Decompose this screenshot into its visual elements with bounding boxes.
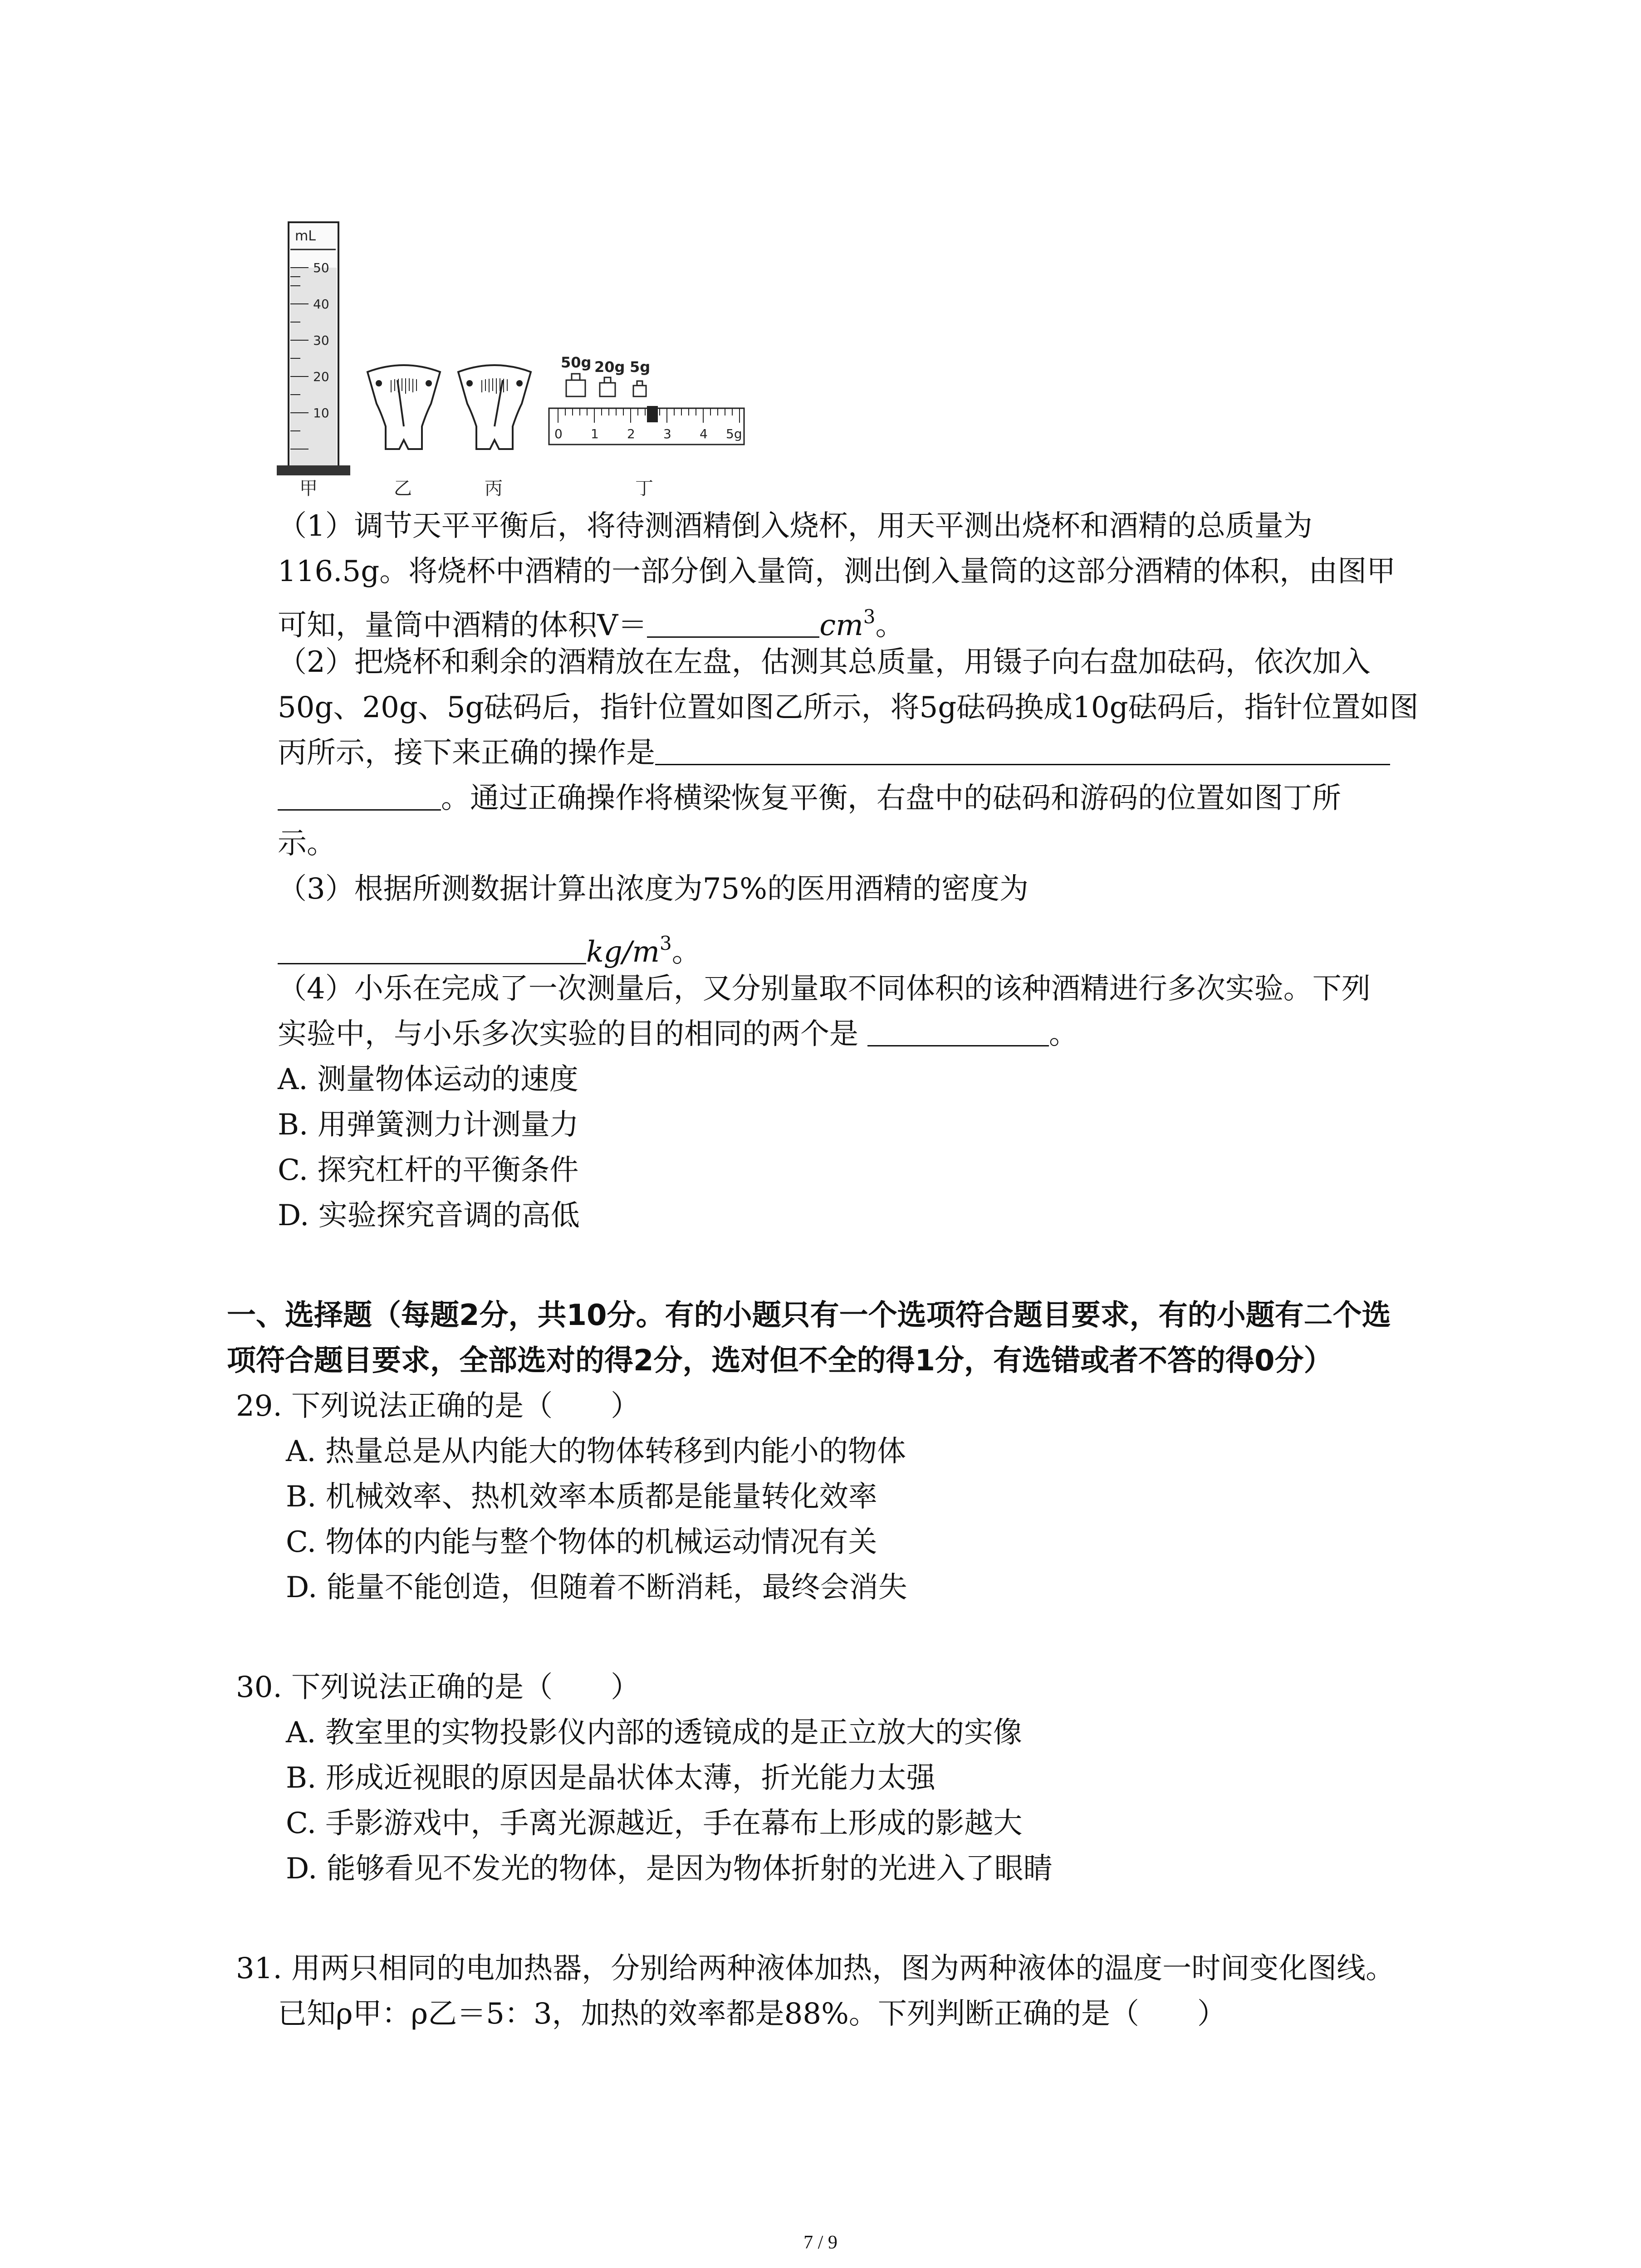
- q4-option-b: B. 用弹簧测力计测量力: [278, 1108, 579, 1142]
- weight-label: 50g: [561, 354, 592, 371]
- q2-operation-prefix: 丙所示，接下来正确的操作是: [278, 736, 655, 770]
- q2-line-1: （2）把烧杯和剩余的酒精放在左盘，估测其总质量，用镊子向右盘加砝码，依次加入: [278, 645, 1371, 679]
- weight-label: 5g: [630, 358, 651, 376]
- q4-purpose-answer-blank[interactable]: [867, 1016, 1049, 1046]
- q3-line-2: [278, 925, 701, 970]
- q29-stem: 29. 下列说法正确的是（ ）: [236, 1389, 640, 1423]
- q30-option-c[interactable]: C. 手影游戏中，手离光源越近，手在幕布上形成的影越大: [286, 1807, 1023, 1840]
- q1-volume-answer-blank[interactable]: [647, 607, 819, 638]
- q3-density-answer-blank[interactable]: [278, 934, 586, 964]
- q3-line-2-end: 。: [671, 935, 701, 969]
- q4-line-1: （4）小乐在完成了一次测量后，又分别量取不同体积的该种酒精进行多次实验。下列: [278, 972, 1371, 1006]
- graduated-cylinder: [277, 222, 350, 475]
- rider-tick: 2: [627, 426, 635, 441]
- q1-line-3-end: 。: [875, 609, 905, 642]
- balance-dial-bing: [458, 365, 531, 449]
- rider-tick: 4: [700, 426, 708, 441]
- q2-line-4: [278, 780, 1341, 816]
- q2-line-2: 50g、20g、5g砝码后，指针位置如图乙所示，将5g砝码换成10g砝码后，指针位置如图: [278, 691, 1419, 724]
- q4-purpose-prefix: 实验中，与小乐多次实验的目的相同的两个是: [278, 1017, 858, 1051]
- rider-tick: 0: [554, 426, 563, 441]
- q1-volume-unit: cm: [819, 609, 863, 642]
- caption-yi: 乙: [394, 478, 412, 499]
- rider-tick: 1: [591, 426, 599, 441]
- q30-option-b[interactable]: B. 形成近视眼的原因是晶状体太薄，折光能力太强: [286, 1761, 936, 1795]
- q1-line-3: [278, 599, 904, 644]
- experiment-figure: [272, 213, 862, 503]
- cylinder-tick: 30: [313, 333, 329, 348]
- page-number: 7 / 9: [803, 2232, 838, 2253]
- q2-line-5: 示。: [278, 827, 336, 860]
- q2-operation-answer-blank-cont[interactable]: [278, 780, 441, 811]
- q29-option-b[interactable]: B. 机械效率、热机效率本质都是能量转化效率: [286, 1480, 877, 1514]
- q29-option-a[interactable]: A. 热量总是从内能大的物体转移到内能小的物体: [286, 1435, 906, 1468]
- weight-label: 20g: [594, 358, 625, 376]
- q2-line-3: [278, 735, 1390, 771]
- q31-line-2: 已知ρ甲：ρ乙＝5：3，加热的效率都是88%。下列判断正确的是（ ）: [278, 1997, 1226, 2031]
- q30-stem: 30. 下列说法正确的是（ ）: [236, 1671, 640, 1704]
- rider-tick: 3: [663, 426, 671, 441]
- q4-line-2-end: 。: [1049, 1017, 1078, 1051]
- q4-option-d: D. 实验探究音调的高低: [278, 1199, 580, 1232]
- q30-option-d[interactable]: D. 能够看见不发光的物体，是因为物体折射的光进入了眼睛: [286, 1852, 1053, 1886]
- q31-line-1: 31. 用两只相同的电加热器，分别给两种液体加热，图为两种液体的温度一时间变化图线。: [236, 1952, 1395, 1985]
- q4-line-2: [278, 1016, 1078, 1052]
- q30-option-a[interactable]: A. 教室里的实物投影仪内部的透镜成的是正立放大的实像: [286, 1716, 1022, 1750]
- q4-option-c: C. 探究杠杆的平衡条件: [278, 1154, 579, 1187]
- q1-line-2: 116.5g。将烧杯中酒精的一部分倒入量筒，测出倒入量筒的这部分酒精的体积，由图甲: [278, 555, 1396, 588]
- cylinder-unit: mL: [295, 228, 316, 244]
- q1-volume-prefix: 可知，量筒中酒精的体积V＝: [278, 609, 647, 642]
- q2-line-4-text: 。通过正确操作将横梁恢复平衡，右盘中的砝码和游码的位置如图丁所: [441, 782, 1341, 815]
- section-heading-line-2: 项符合题目要求，全部选对的得2分，选对但不全的得1分，有选错或者不答的得0分）: [227, 1344, 1333, 1378]
- caption-jia: 甲: [299, 478, 318, 499]
- q4-option-a: A. 测量物体运动的速度: [278, 1063, 578, 1096]
- balance-dial-yi: [367, 365, 440, 449]
- q29-option-c[interactable]: C. 物体的内能与整个物体的机械运动情况有关: [286, 1525, 877, 1559]
- q2-operation-answer-blank[interactable]: [655, 735, 1390, 765]
- cylinder-tick: 20: [313, 369, 329, 384]
- cylinder-tick: 50: [313, 260, 329, 275]
- weights-and-rider: [549, 354, 744, 445]
- q29-option-d[interactable]: D. 能量不能创造，但随着不断消耗，最终会消失: [286, 1571, 907, 1604]
- section-heading-line-1: 一、选择题（每题2分，共10分。有的小题只有一个选项符合题目要求，有的小题有二个选: [227, 1299, 1391, 1332]
- cylinder-tick: 10: [313, 406, 329, 420]
- q3-density-unit: kg/m: [586, 935, 660, 969]
- q1-volume-unit-sup: 3: [863, 606, 876, 628]
- rider-tick: 5g: [726, 426, 742, 441]
- q1-line-1: （1）调节天平平衡后，将待测酒精倒入烧杯，用天平测出烧杯和酒精的总质量为: [278, 509, 1313, 543]
- caption-ding: 丁: [635, 478, 653, 499]
- cylinder-tick: 40: [313, 297, 329, 312]
- q3-line-1: （3）根据所测数据计算出浓度为75%的医用酒精的密度为: [278, 872, 1029, 906]
- caption-bing: 丙: [485, 478, 503, 499]
- q3-density-unit-sup: 3: [660, 932, 672, 954]
